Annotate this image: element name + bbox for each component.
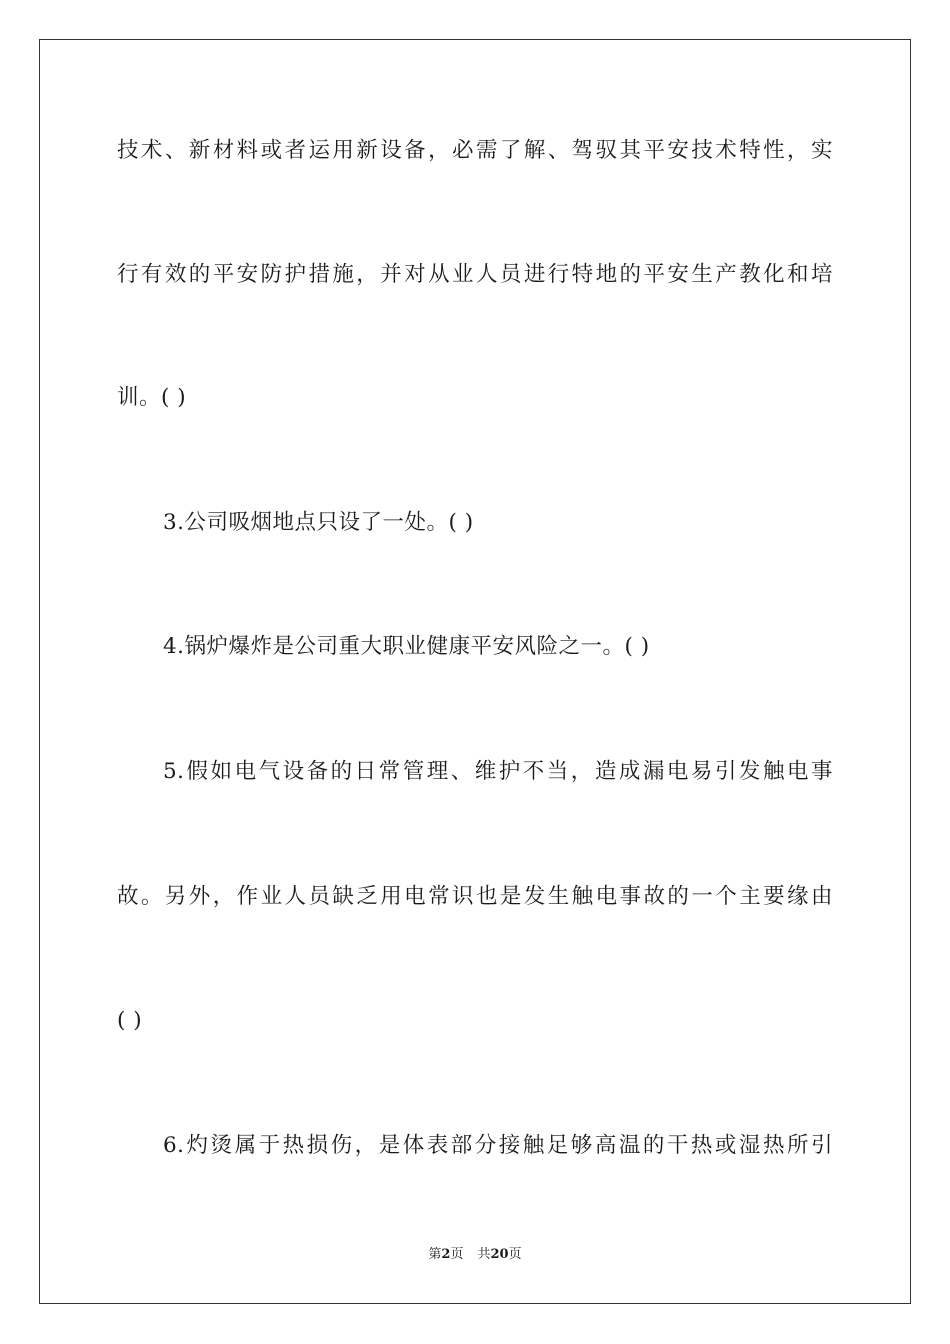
question-3: 3.公司吸烟地点只设了一处。( ) bbox=[163, 510, 474, 535]
question-5-line-3: ( ) bbox=[117, 1008, 143, 1033]
footer-page-suffix: 页 bbox=[450, 1247, 464, 1262]
page-border bbox=[39, 39, 911, 1304]
paragraph-line: 训。( ) bbox=[117, 385, 187, 410]
footer-total-prefix: 共 bbox=[477, 1247, 491, 1262]
footer-page-prefix: 第 bbox=[428, 1247, 442, 1262]
footer-total-suffix: 页 bbox=[508, 1247, 522, 1262]
paragraph-line: 行有效的平安防护措施，并对从业人员进行特地的平安生产教化和培 bbox=[117, 262, 833, 287]
footer-total-number: 20 bbox=[490, 1247, 509, 1262]
question-6-line-1: 6.灼烫属于热损伤，是体表部分接触足够高温的干热或湿热所引 bbox=[163, 1133, 833, 1158]
paragraph-line: 技术、新材料或者运用新设备，必需了解、驾驭其平安技术特性，实 bbox=[117, 138, 833, 163]
question-5-line-1: 5.假如电气设备的日常管理、维护不当，造成漏电易引发触电事 bbox=[163, 759, 833, 784]
footer-page-number: 2 bbox=[441, 1247, 451, 1262]
question-4: 4.锅炉爆炸是公司重大职业健康平安风险之一。( ) bbox=[163, 634, 650, 659]
page-footer bbox=[0, 1246, 950, 1264]
question-5-line-2: 故。另外，作业人员缺乏用电常识也是发生触电事故的一个主要缘由 bbox=[117, 884, 833, 909]
